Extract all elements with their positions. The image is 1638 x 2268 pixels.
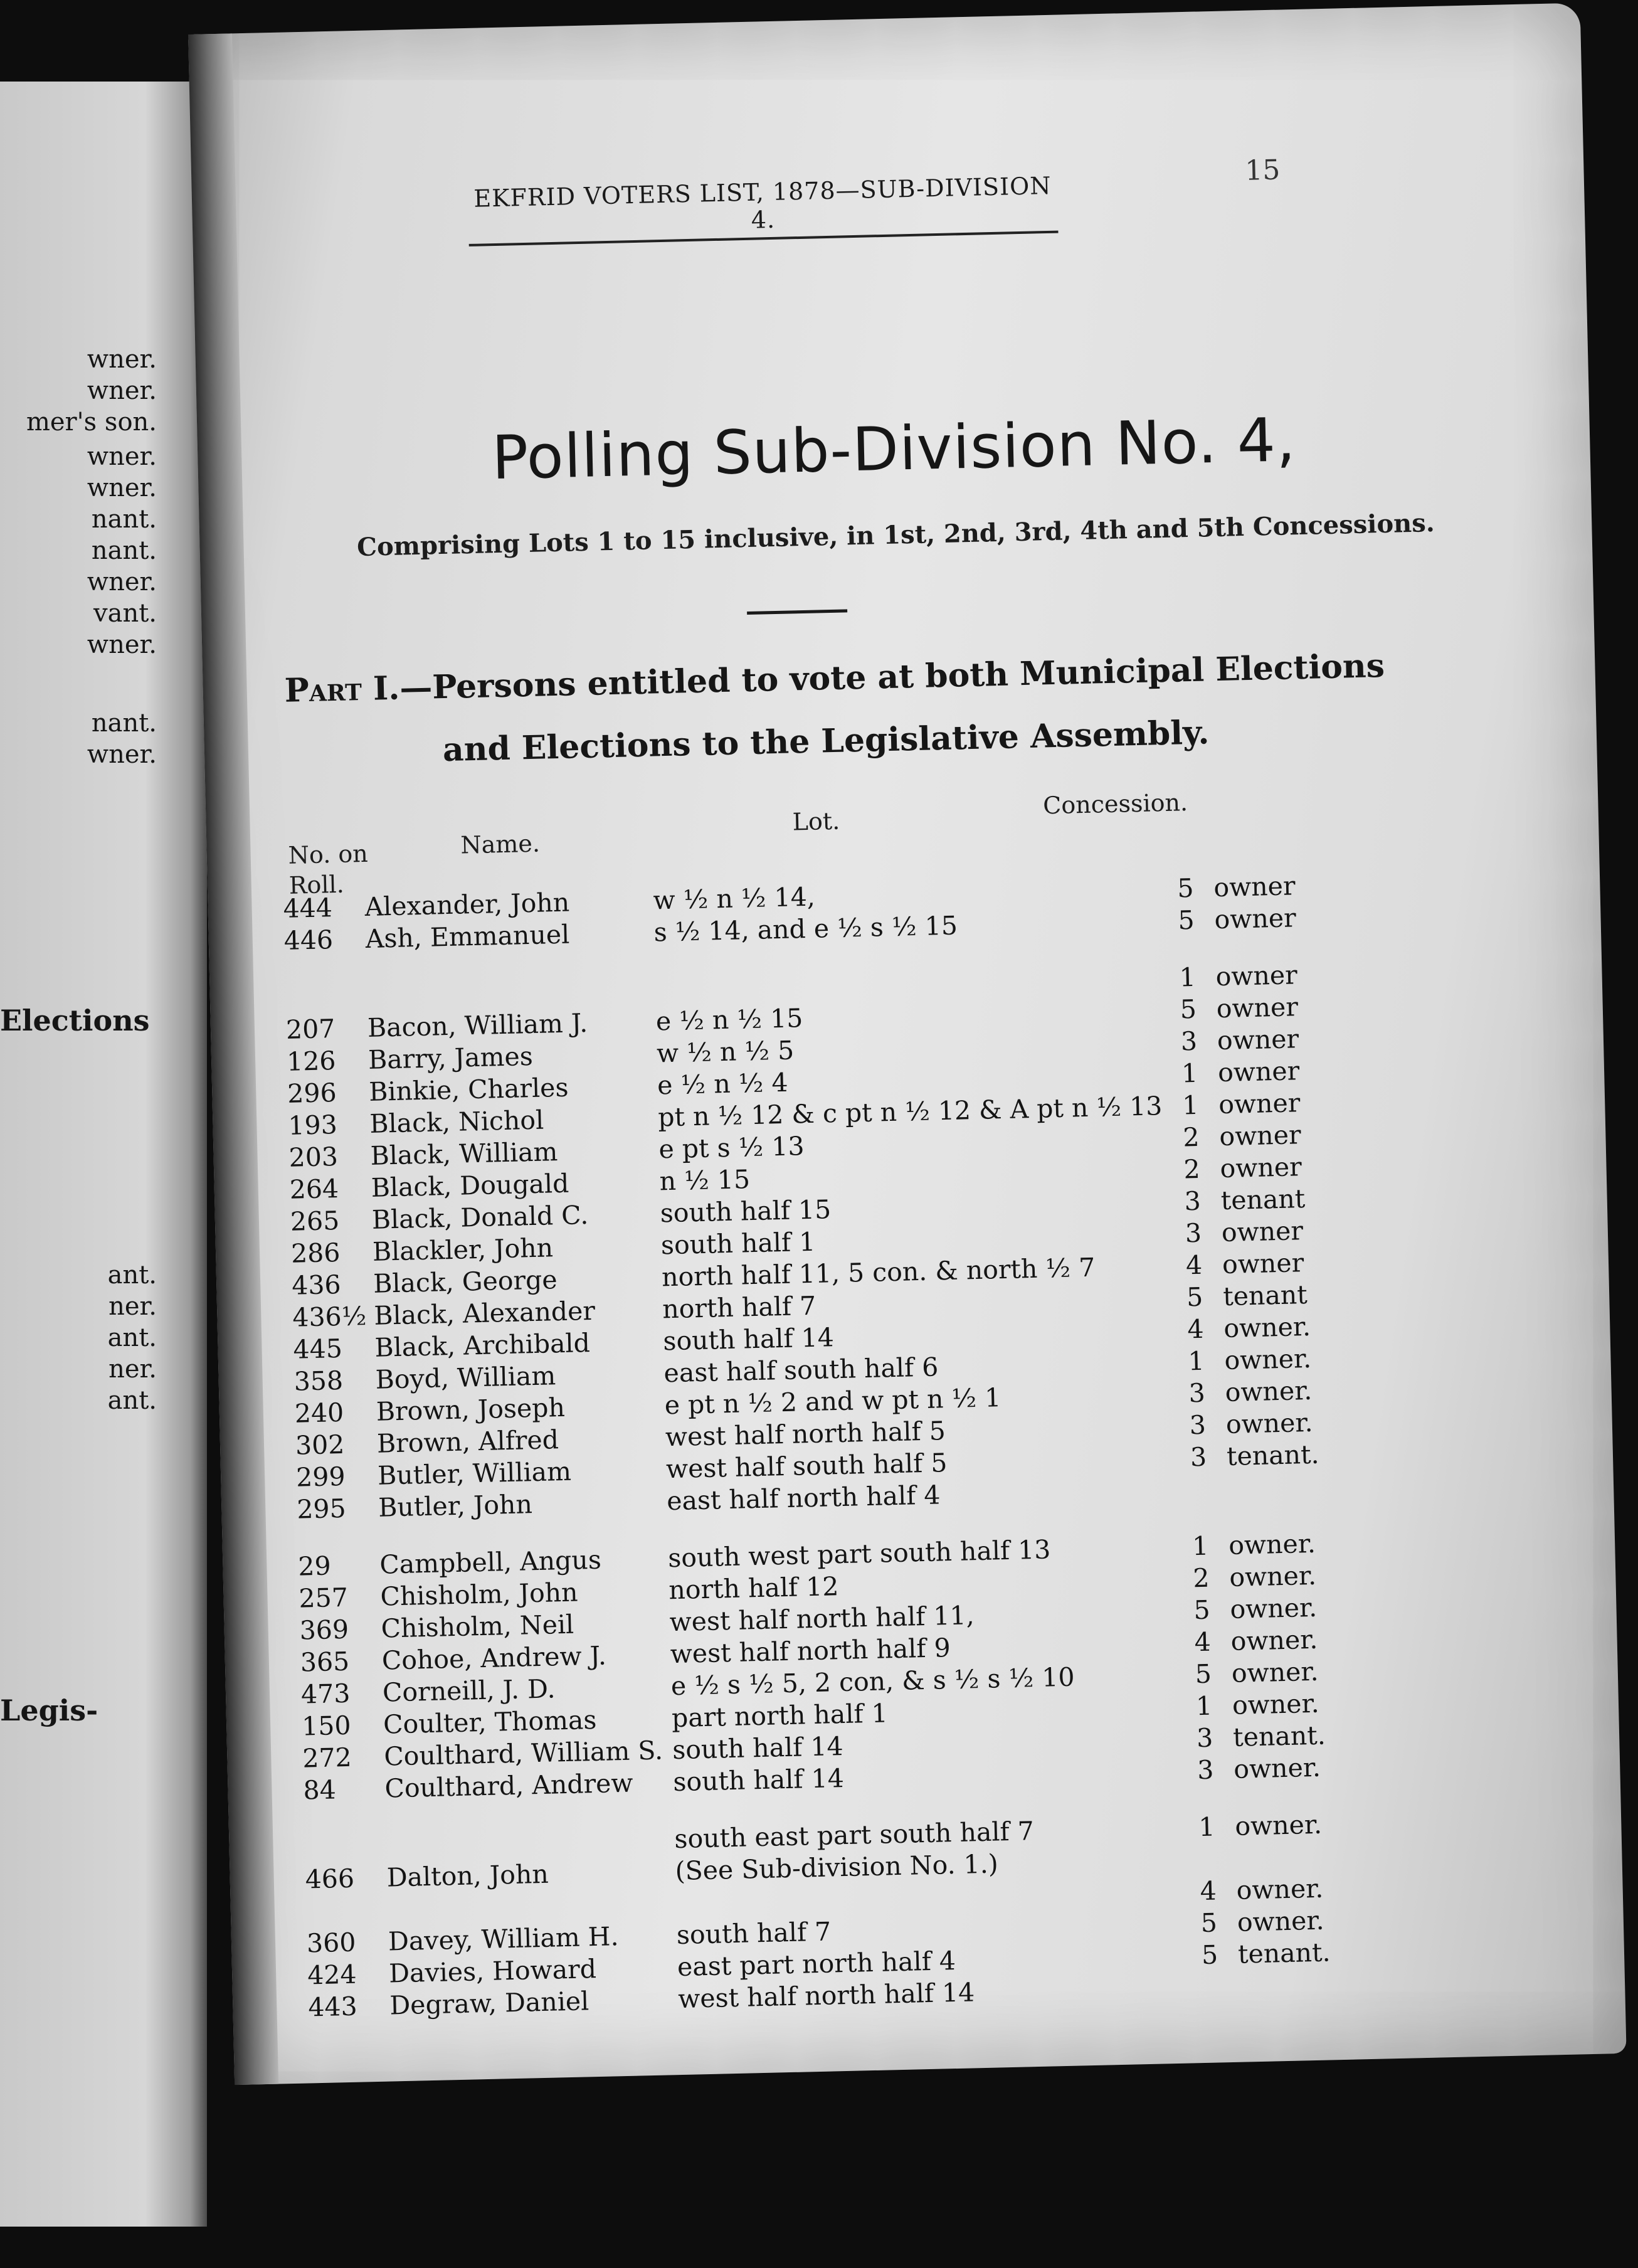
concession-number: 4 [1194,1626,1212,1658]
lot-description: south east part south half 7 [674,1816,1035,1855]
concession-number: 1 [1181,1089,1199,1121]
concession-number: 5 [1178,904,1195,936]
voter-status: owner. [1230,1624,1318,1656]
lot-description: south half 15 [660,1194,832,1229]
concession-number: 4 [1185,1249,1203,1281]
left-page-fragment: mer's son. [26,408,157,437]
col-name: Name. [460,829,541,859]
lot-description: south half 1 [660,1226,816,1261]
voter-name: Black, Archibald [374,1328,591,1363]
concession-number: 2 [1183,1153,1201,1185]
lot-description: west half south half 5 [665,1448,948,1485]
part-label: Part I. [284,669,401,710]
concession-number: 3 [1196,1722,1213,1754]
left-page-fragment: ner. [108,1355,157,1384]
roll-number [304,1829,386,1863]
lot-description: east half north half 4 [666,1480,941,1517]
concession-number: 4 [1186,1313,1205,1345]
concession-number: 3 [1189,1409,1207,1441]
roll-number: 150 [301,1710,352,1742]
voter-status: owner [1221,1216,1304,1248]
concession-number: 1 [1198,1811,1216,1843]
part-line2: and Elections to the Legislative Assembly. [442,713,1210,770]
voter-status [1227,1468,1366,1503]
voter-status [1239,1966,1377,2001]
left-page-fragment: wner. [87,630,157,659]
roll-number: 265 [290,1206,340,1237]
roll-number: 295 [296,1493,347,1525]
voter-name: Chisholm, Neil [381,1609,574,1644]
concession-number: 3 [1197,1754,1214,1786]
voter-name: Davies, Howard [388,1954,597,1989]
voter-status: owner. [1234,1809,1323,1841]
roll-number [305,1893,388,1927]
voter-name: Black, Alexander [373,1295,596,1331]
lot-description: w ½ n ½ 5 [656,1035,795,1069]
voter-status: tenant. [1232,1720,1326,1752]
voter-status: owner [1218,1088,1301,1120]
voter-name: Blackler, John [372,1232,554,1267]
left-page-fragment: ant. [107,1386,157,1415]
lot-description: part north half 1 [671,1698,889,1734]
lot-description: e ½ n ½ 4 [657,1067,789,1101]
lot-description: south half 7 [676,1916,832,1951]
lot-description: pt n ½ 12 & c pt n ½ 12 & A pt n ½ 13 [657,1091,1163,1133]
roll-number: 473 [300,1678,351,1710]
voter-name: Boyd, William [375,1360,556,1395]
voter-name: Cohoe, Andrew J. [381,1640,607,1676]
voter-status: owner. [1232,1688,1320,1720]
concession-number: 3 [1190,1441,1207,1473]
voters-table [283,867,1377,2022]
voter-name: Chisholm, John [380,1577,579,1612]
page-title: Polling Sub-Division No. 4, [491,405,1297,494]
roll-number: 240 [294,1397,344,1429]
page-number: 15 [1244,154,1281,187]
voter-status: tenant. [1237,1937,1331,1969]
concession-number: 5 [1193,1594,1211,1626]
roll-number: 193 [287,1110,338,1141]
voter-status: owner. [1228,1528,1316,1561]
lot-description: west half north half 5 [665,1416,946,1453]
concession-number: 1 [1187,1345,1205,1377]
roll-number: 29 [297,1550,332,1582]
left-page-fragment: Legis- [0,1693,98,1727]
left-page-fragment: wner. [87,568,157,596]
voter-status: owner. [1230,1592,1318,1624]
voter-name: Coulthard, Andrew [384,1767,634,1804]
roll-number: 207 [285,1014,336,1045]
concession-number: 3 [1180,1025,1198,1057]
roll-number: 445 [293,1333,343,1365]
voter-status: owner. [1225,1407,1313,1440]
concession-number: 5 [1186,1281,1203,1313]
roll-number: 358 [293,1365,344,1397]
voter-name: Butler, John [378,1489,533,1523]
lot-description: e ½ n ½ 15 [655,1003,803,1037]
concession-number: 5 [1180,994,1197,1025]
lot-description: e ½ s ½ 5, 2 con, & s ½ s ½ 10 [670,1661,1075,1702]
roll-number: 360 [306,1927,356,1959]
voter-name: Black, Dougald [371,1168,569,1203]
roll-number: 286 [290,1237,341,1269]
concession-number [1179,1841,1236,1875]
left-page-fragment: nant. [91,505,157,534]
concession-number: 4 [1200,1875,1217,1907]
voter-name: Binkie, Charles [368,1072,569,1107]
voter-name: Bacon, William J. [367,1007,588,1043]
concession-number: 5 [1201,1939,1218,1971]
voter-status: owner [1217,1056,1300,1088]
voter-name: Brown, Alfred [376,1424,559,1459]
lot-description: south west part south half 13 [667,1534,1051,1574]
running-header: EKFRID VOTERS LIST, 1878—SUB-DIVISION 4. [468,172,1059,246]
voter-name: Degraw, Daniel [389,1986,589,2021]
concession-number: 1 [1181,1057,1198,1089]
roll-number: 436½ [292,1301,367,1333]
voter-status [1235,1838,1374,1873]
voter-name: Dalton, John [386,1858,549,1893]
concession-number: 1 [1179,962,1197,993]
page-subtitle: Comprising Lots 1 to 15 inclusive, in 1st, 2nd, 3rd, 4th and 5th Concessions. [356,508,1435,563]
roll-number: 203 [288,1142,339,1173]
concession-number: 5 [1195,1658,1212,1690]
left-page-fragment: nant. [91,536,157,565]
voter-status: owner. [1224,1343,1312,1376]
left-page-fragment: ant. [107,1261,157,1290]
lot-description: w ½ n ½ 14, [652,881,816,916]
roll-number: 365 [300,1646,350,1678]
voter-status: owner [1216,992,1299,1024]
voter-name: Black, Donald C. [371,1200,589,1235]
left-page-fragment: wner. [87,740,157,769]
left-page-fragment: nant. [91,709,157,738]
roll-number: 443 [307,1991,358,2023]
part-line1: —Persons entitled to vote at both Municipal Elections [399,646,1385,707]
lot-description: east half south half 6 [663,1352,939,1389]
voter-status: owner. [1223,1311,1311,1344]
voter-status: owner [1222,1248,1304,1280]
lot-description: north half 12 [668,1571,839,1606]
part-heading [284,632,1509,785]
voter-name: Butler, William [377,1456,572,1491]
left-page-fragment: wner. [87,474,157,502]
col-no-on-roll-2: Roll. [288,870,345,899]
roll-number: 126 [286,1046,336,1077]
lot-description: west half north half 11, [669,1600,975,1638]
document-page [188,3,1627,2085]
lot-description: (See Sub-division No. 1.) [675,1848,999,1887]
voter-status: owner [1213,871,1296,903]
voter-name: Black, Nichol [369,1105,544,1139]
roll-number: 84 [303,1774,337,1806]
lot-description: south half 14 [672,1731,844,1766]
roll-number: 369 [299,1614,349,1646]
voter-name: Alexander, John [364,887,570,922]
voter-name: Black, William [370,1137,558,1171]
previous-page-strip [0,82,207,2227]
left-page-fragment: ner. [108,1292,157,1321]
roll-number: 296 [287,1078,337,1109]
concession-number: 3 [1184,1185,1202,1217]
voter-status: owner [1217,1024,1299,1056]
roll-number: 264 [289,1174,339,1205]
voter-status: tenant [1220,1184,1306,1216]
left-page-fragment: wner. [87,345,157,374]
voter-name: Coulthard, William S. [383,1735,663,1772]
concession-number: 3 [1185,1217,1202,1249]
lot-description: s ½ 14, and e ½ s ½ 15 [653,910,958,948]
voter-name: Ash, Emmanuel [365,919,570,954]
roll-number: 446 [283,925,334,956]
lot-description: north half 11, 5 con. & north ½ 7 [661,1252,1096,1293]
lot-description: west half north half 9 [670,1633,951,1670]
voter-status: owner [1214,903,1297,935]
left-page-fragment: wner. [87,442,157,471]
voter-status: owner. [1236,1873,1324,1905]
lot-description: e pt n ½ 2 and w pt n ½ 1 [664,1382,1001,1421]
voter-status: owner. [1225,1375,1313,1408]
lot-description: east part north half 4 [677,1946,956,1983]
col-no-on-roll-1: No. on [288,839,369,869]
lot-description: west half north half 14 [677,1977,975,2015]
col-concession: Concession. [1042,788,1188,820]
lot-description: n ½ 15 [659,1164,751,1197]
concession-number: 5 [1176,872,1195,904]
voter-name: Campbell, Angus [379,1544,602,1580]
concession-number: 5 [1200,1907,1218,1939]
voter-status: owner. [1231,1656,1319,1688]
roll-number: 436 [291,1269,342,1301]
roll-number: 466 [305,1863,355,1895]
lot-description: south half 14 [662,1322,835,1357]
lot-description: south half 14 [672,1762,845,1798]
roll-number: 272 [302,1742,352,1774]
left-page-fragment: wner. [87,376,157,405]
roll-number: 299 [295,1461,346,1493]
concession-number [1182,1969,1239,2003]
concession-number: 1 [1195,1690,1213,1722]
roll-number: 302 [295,1429,345,1461]
lot-description: north half 7 [662,1290,816,1325]
concession-number: 2 [1182,1121,1200,1153]
voter-status: owner. [1233,1752,1321,1784]
voter-status: owner [1215,960,1298,992]
voter-name: Brown, Joseph [376,1392,566,1427]
voter-name: Corneill, J. D. [382,1673,556,1708]
concession-number: 1 [1192,1530,1209,1562]
voter-status: owner. [1237,1905,1324,1937]
voter-status: owner [1218,1120,1302,1152]
concession-number [1171,1471,1228,1505]
voter-status: tenant. [1226,1439,1320,1472]
roll-number: 257 [299,1582,349,1614]
voter-name: Davey, William H. [388,1921,620,1957]
left-page-fragment: vant. [93,599,157,628]
voter-status: tenant [1222,1280,1308,1312]
voter-name: Coulter, Thomas [383,1704,597,1740]
voter-name: Barry, James [367,1041,534,1075]
lot-description: e pt s ½ 13 [658,1131,805,1165]
roll-number: 424 [307,1959,357,1991]
voter-status: owner. [1228,1560,1317,1592]
voter-name: Black, George [373,1264,558,1299]
left-page-fragment: ant. [107,1323,157,1352]
col-lot: Lot. [792,807,840,836]
concession-number: 3 [1188,1377,1206,1409]
roll-number [285,979,367,1013]
voter-status: owner [1220,1152,1302,1184]
concession-number: 2 [1192,1562,1210,1594]
left-page-fragment: Elections [0,1004,150,1037]
roll-number: 444 [283,893,333,924]
divider-rule [747,609,847,615]
